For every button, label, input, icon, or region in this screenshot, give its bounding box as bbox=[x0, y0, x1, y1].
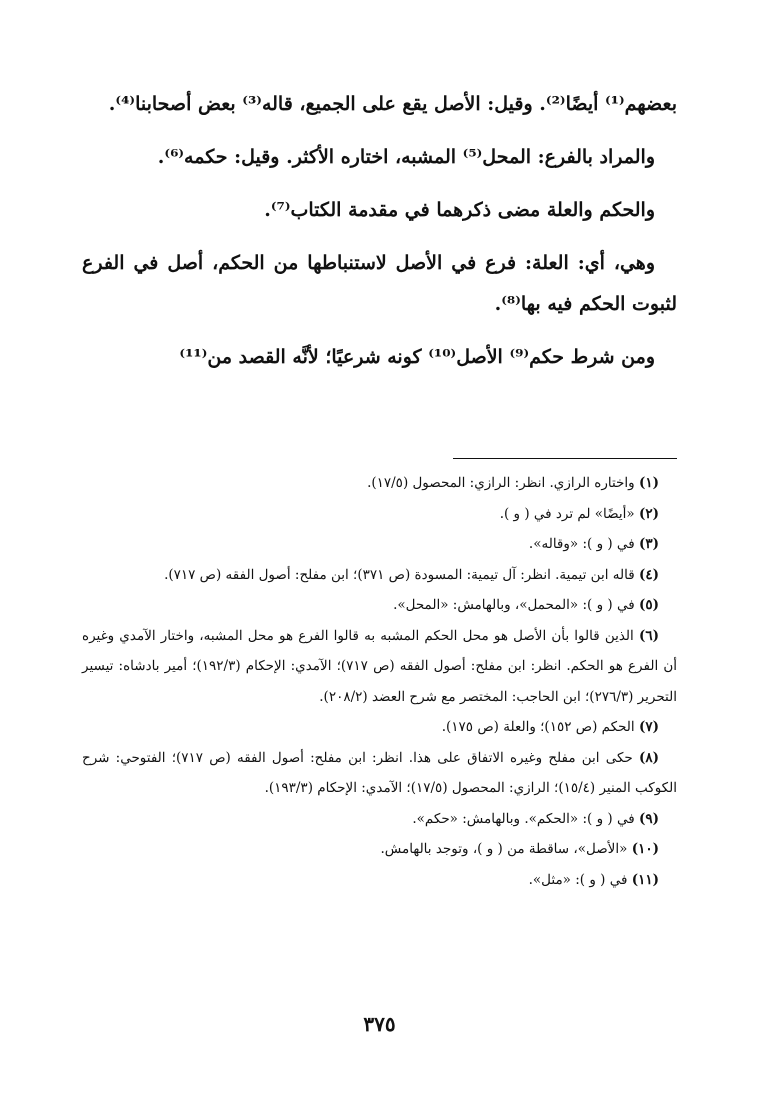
footnote-1 bbox=[82, 468, 677, 499]
footnote-number: (٨) bbox=[638, 749, 659, 766]
footnote-text: في ( و ): «مثل». bbox=[528, 871, 628, 888]
footnote-10 bbox=[82, 834, 677, 865]
footnote-number: (٢) bbox=[638, 505, 659, 522]
footnote-3 bbox=[82, 529, 677, 560]
footnote-4 bbox=[82, 560, 677, 591]
footnote-number: (٣) bbox=[638, 536, 659, 552]
footnote-number: (٥) bbox=[638, 597, 659, 613]
footnote-text: في ( و ): «وقاله». bbox=[528, 536, 635, 552]
footnote-5 bbox=[82, 590, 677, 621]
footnote-9 bbox=[82, 804, 677, 835]
footnote-text: الحكم (ص ١٥٢)؛ والعلة (ص ١٧٥). bbox=[441, 719, 635, 735]
footnote-number: (١٠) bbox=[631, 841, 659, 857]
footnote-text: «الأصل»، ساقطة من ( و )، وتوجد بالهامش. bbox=[380, 841, 628, 857]
footnote-text: واختاره الرازي. انظر: الرازي: المحصول (١٧/٥). bbox=[367, 475, 635, 491]
footnote-7 bbox=[82, 712, 677, 743]
main-paragraph-2: والمراد بالفرع: المحل⁽⁵⁾ المشبه، اختاره الأكثر. وقيل: حكمه⁽⁶⁾. bbox=[157, 146, 655, 168]
page-number: ٣٧٥ bbox=[363, 1012, 396, 1036]
main-paragraph-1: بعضهم⁽¹⁾ أيضًا⁽²⁾. وقيل: الأصل يقع على الجميع، قاله⁽³⁾ بعض أصحابنا⁽⁴⁾. bbox=[108, 93, 677, 115]
footnote-separator bbox=[453, 458, 677, 459]
footnote-number: (٤) bbox=[638, 566, 659, 583]
footnote-number: (٦) bbox=[638, 627, 659, 644]
main-text bbox=[82, 84, 677, 390]
footnote-text: «أيضًا» لم ترد في ( و ). bbox=[499, 505, 635, 522]
main-paragraph-3: والحكم والعلة مضى ذكرهما في مقدمة الكتاب⁽⁷⁾. bbox=[264, 199, 655, 221]
footnote-text: الذين قالوا بأن الأصل هو محل الحكم المشبه به قالوا الفرع هو محل المشبه، واختار الآمدي وغيره أن الفرع هو الحكم. انظر: ابن مفلح: أصول الفقه (ص ٧١٧)؛ الآمدي: الإحكام (١٩٢/٣)؛ أمير بادشاه: تيسير التحرير (٢٧٦/٣)؛ ابن الحاجب: المختصر مع شرح العضد (٢٠٨/٢). bbox=[82, 627, 677, 705]
footnote-text: في ( و ): «المحمل»، وبالهامش: «المحل». bbox=[393, 597, 635, 613]
footnote-2 bbox=[82, 499, 677, 530]
main-paragraph-4: وهي، أي: العلة: فرع في الأصل لاستنباطها من الحكم، أصل في الفرع لثبوت الحكم فيه بها⁽⁸⁾. bbox=[82, 252, 677, 315]
footnote-11 bbox=[82, 865, 677, 896]
footnote-text: في ( و ): «الحكم». وبالهامش: «حكم». bbox=[412, 810, 635, 827]
main-paragraph-5: ومن شرط حكم⁽⁹⁾ الأصل⁽¹⁰⁾ كونه شرعيًا؛ لأنَّه القصد من⁽¹¹⁾ bbox=[179, 346, 655, 368]
footnote-number: (٩) bbox=[638, 810, 659, 827]
footnote-number: (١) bbox=[638, 475, 659, 491]
footnote-text: قاله ابن تيمية. انظر: آل تيمية: المسودة (ص ٣٧١)؛ ابن مفلح: أصول الفقه (ص ٧١٧). bbox=[164, 566, 635, 583]
footnote-number: (٧) bbox=[638, 719, 659, 735]
footnote-number: (١١) bbox=[631, 871, 659, 888]
footnote-text: حكى ابن مفلح وغيره الاتفاق على هذا. انظر: ابن مفلح: أصول الفقه (ص ٧١٧)؛ الفتوحي: شرح الكوكب المنير (١٥/٤)؛ الرازي: المحصول (١٧/٥)؛ الآمدي: الإحكام (١٩٣/٣). bbox=[82, 749, 677, 796]
footnotes bbox=[82, 468, 677, 895]
footnote-6 bbox=[82, 621, 677, 713]
footnote-8 bbox=[82, 743, 677, 804]
